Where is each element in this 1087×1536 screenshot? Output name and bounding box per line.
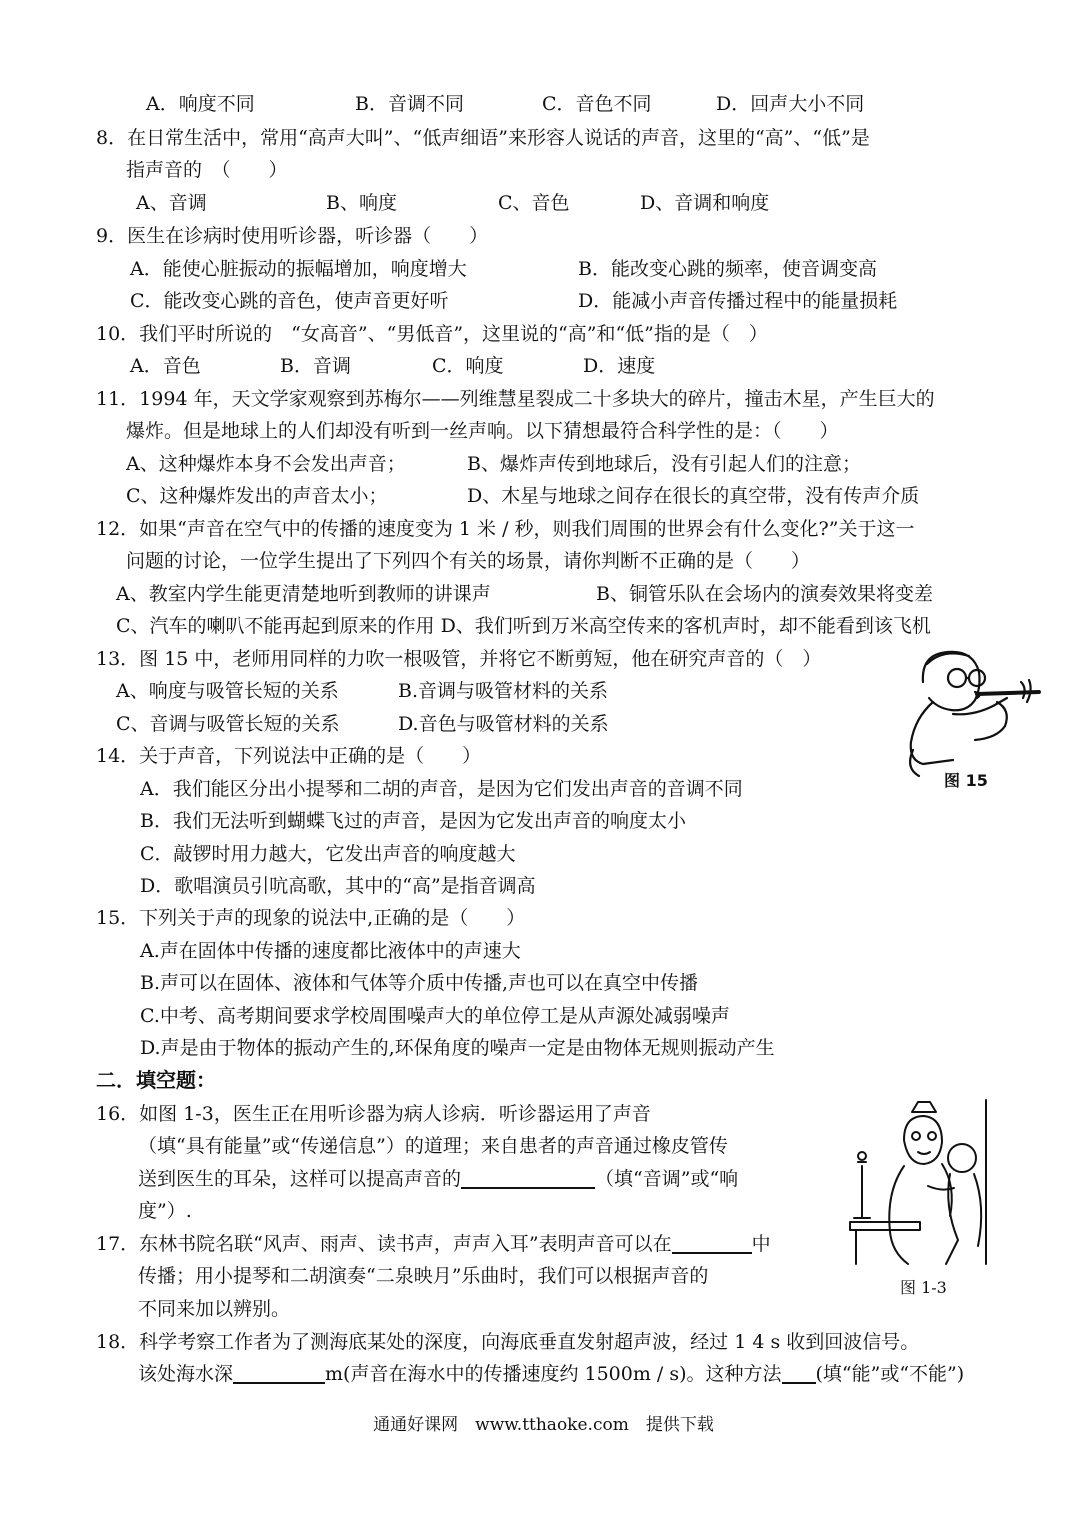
q12-stem-line1: 12．如果“声音在空气中的传播的速度变为 1 米 / 秒，则我们周围的世界会有什么变化?”关于这一 [96, 518, 915, 540]
q13-option-c: C、音调与吸管长短的关系 [116, 713, 340, 735]
page-footer: 通通好课网 www.tthaoke.com 提供下载 [373, 1415, 714, 1435]
q17-answer-blank[interactable] [672, 1234, 752, 1254]
q18-line2-end: (填“能”或“不能”) [815, 1363, 965, 1385]
q9-option-d: D．能减小声音传播过程中的能量损耗 [578, 290, 898, 312]
q8-stem-line2: 指声音的 （ ） [126, 159, 288, 181]
q8-option-b: B、响度 [326, 192, 397, 214]
q10-stem: 10．我们平时所说的 “女高音”、“男低音”，这里说的“高”和“低”指的是（ ） [96, 323, 768, 345]
q13-stem: 13．图 15 中，老师用同样的力吹一根吸管，并将它不断剪短，他在研究声音的（ ） [96, 648, 822, 670]
q16-line1: 16．如图 1-3，医生正在用听诊器为病人诊病．听诊器运用了声音 [96, 1103, 651, 1125]
q13-option-d: D.音色与吸管材料的关系 [398, 713, 609, 735]
q16-line3-text: 送到医生的耳朵，这样可以提高声音的 [138, 1168, 462, 1190]
q11-option-d: D、木星与地球之间存在很长的真空带，没有传声介质 [467, 485, 920, 507]
q16-line2: （填“具有能量”或“传递信息”）的道理；来自患者的声音通过橡皮管传 [138, 1135, 728, 1157]
q14-option-d: D．歌唱演员引吭高歌，其中的“高”是指音调高 [140, 875, 536, 897]
q7-option-a: A．响度不同 [146, 93, 255, 115]
q17-line2: 传播；用小提琴和二胡演奏“二泉映月”乐曲时，我们可以根据声音的 [138, 1265, 709, 1287]
q11-option-c: C、这种爆炸发出的声音太小； [126, 485, 388, 507]
q11-option-a: A、这种爆炸本身不会发出声音； [126, 453, 406, 475]
q7-option-d: D．回声大小不同 [716, 93, 865, 115]
q9-option-b: B．能改变心跳的频率，使音调变高 [578, 258, 877, 280]
q15-option-b: B.声可以在固体、液体和气体等介质中传播,声也可以在真空中传播 [140, 972, 699, 994]
q15-stem: 15．下列关于声的现象的说法中,正确的是（ ） [96, 907, 526, 929]
q7-option-c: C．音色不同 [542, 93, 652, 115]
q12-option-b: B、铜管乐队在会场内的演奏效果将变差 [596, 583, 933, 605]
q12-option-a: A、教室内学生能更清楚地听到教师的讲课声 [116, 583, 491, 605]
q14-stem: 14．关于声音，下列说法中正确的是（ ） [96, 745, 482, 767]
q17-line3: 不同来加以辨别。 [138, 1298, 291, 1320]
q18-line2-text: 该处海水深 [138, 1363, 234, 1385]
q13-option-b: B.音调与吸管材料的关系 [398, 680, 609, 702]
q15-option-a: A.声在固体中传播的速度都比液体中的声速大 [140, 940, 521, 962]
q16-line4: 度”）. [138, 1200, 192, 1222]
doctor-patient-figure [846, 1096, 994, 1268]
q7-option-b: B．音调不同 [355, 93, 464, 115]
figure-1-3-caption: 图 1-3 [900, 1278, 947, 1297]
q11-option-b: B、爆炸声传到地球后，没有引起人们的注意； [467, 453, 861, 475]
q16-answer-blank[interactable] [461, 1169, 595, 1189]
figure-15-caption: 图 15 [944, 771, 988, 790]
q8-stem-line1: 8．在日常生活中，常用“高声大叫”、“低声细语”来形容人说话的声音，这里的“高”、“低”是 [96, 127, 870, 149]
q10-option-d: D．速度 [583, 355, 656, 377]
q8-option-d: D、音调和响度 [640, 192, 770, 214]
q16-line3 [138, 1167, 738, 1191]
q10-option-a: A．音色 [130, 355, 201, 377]
q9-option-c: C．能改变心跳的音色，使声音更好听 [130, 290, 449, 312]
q9-stem: 9．医生在诊病时使用听诊器，听诊器（ ） [96, 225, 489, 247]
q14-option-a: A．我们能区分出小提琴和二胡的声音，是因为它们发出声音的音调不同 [140, 778, 743, 800]
q18-depth-blank[interactable] [233, 1364, 325, 1384]
section-title-fill-in: 二．填空题： [96, 1068, 216, 1092]
q18-line1: 18．科学考察工作者为了测海底某处的深度，向海底垂直发射超声波，经过 1 4 s 收到回波信号。 [96, 1331, 920, 1353]
q12-option-cd: C、汽车的喇叭不能再起到原来的作用 D、我们听到万米高空传来的客机声时，却不能看到该飞机 [116, 615, 931, 637]
q15-option-c: C.中考、高考期间要求学校周围噪声大的单位停工是从声源处减弱噪声 [140, 1005, 730, 1027]
q18-method-blank[interactable] [782, 1364, 816, 1384]
q13-option-a: A、响度与吸管长短的关系 [116, 680, 339, 702]
q16-line3-end: （填“音调”或“响 [595, 1168, 739, 1190]
q18-line2 [138, 1362, 964, 1386]
q10-option-b: B．音调 [280, 355, 351, 377]
q17-line1-end: 中 [751, 1233, 771, 1255]
q9-option-a: A．能使心脏振动的振幅增加，响度增大 [130, 258, 467, 280]
q10-option-c: C．响度 [432, 355, 504, 377]
q8-option-c: C、音色 [498, 192, 570, 214]
q18-line2-mid: m(声音在海水中的传播速度约 1500m / s)。这种方法 [325, 1363, 782, 1385]
q14-option-c: C．敲锣时用力越大，它发出声音的响度越大 [140, 843, 516, 865]
q11-stem-line2: 爆炸。但是地球上的人们却没有听到一丝声响。以下猜想最符合科学性的是：（ ） [126, 420, 839, 442]
q11-stem-line1: 11．1994 年，天文学家观察到苏梅尔——列维慧星裂成二十多块大的碎片，撞击木星，产生巨大的 [96, 388, 935, 410]
q17-line1 [96, 1232, 771, 1256]
q8-option-a: A、音调 [136, 192, 207, 214]
q14-option-b: B．我们无法听到蝴蝶飞过的声音，是因为它发出声音的响度太小 [140, 810, 686, 832]
q17-line1-text: 17．东林书院名联“风声、雨声、读书声，声声入耳”表明声音可以在 [96, 1233, 672, 1255]
q15-option-d: D.声是由于物体的振动产生的,环保角度的噪声一定是由物体无规则振动产生 [140, 1037, 775, 1059]
q12-stem-line2: 问题的讨论，一位学生提出了下列四个有关的场景，请你判断不正确的是（ ） [126, 550, 811, 572]
